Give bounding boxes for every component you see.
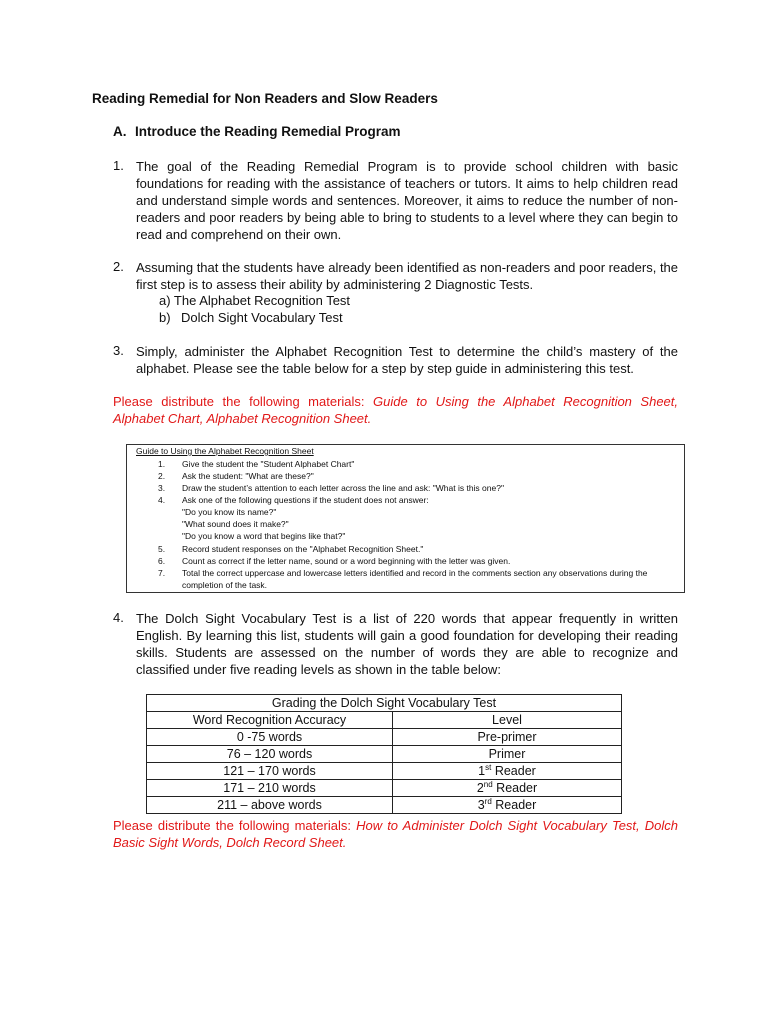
item-3-text: Simply, administer the Alphabet Recognition Test to determine the child’s mastery of the alphabet. Please see the table below for a step by step guide in administering this test. (136, 344, 678, 376)
level-suffix: Reader (491, 764, 536, 778)
section-heading (113, 124, 401, 139)
guide-step-text: Ask one of the following questions if the student does not answer: (182, 495, 429, 505)
guide-step-number: 3. (158, 483, 166, 493)
table-header-row (147, 712, 622, 729)
guide-step-text: Total the correct uppercase and lowercase letters identified and record in the comments section any observations during the completion of the task. (182, 568, 648, 590)
item-3-number: 3. (113, 343, 124, 358)
guide-step-text: Record student responses on the "Alphabet Recognition Sheet." (182, 544, 424, 554)
materials-note-2-list: How to Administer Dolch Sight Vocabulary Test, Dolch Basic Sight Words, Dolch Record Sheet. (113, 818, 679, 850)
level-cell (393, 780, 622, 797)
item-2-sub-a: a) The Alphabet Recognition Test (159, 293, 351, 308)
guide-step-text: Give the student the "Student Alphabet Chart" (182, 459, 355, 469)
accuracy-cell: 76 – 120 words (147, 746, 393, 763)
guide-question: "Do you know a word that begins like that?" (182, 531, 346, 541)
level-number: 2 (476, 781, 484, 795)
table-row (147, 797, 622, 814)
guide-step-number: 5. (158, 544, 166, 554)
guide-step-number: 2. (158, 471, 166, 481)
table-caption-row (147, 695, 622, 712)
level-suffix: Reader (491, 798, 537, 812)
guide-step-number: 7. (158, 568, 166, 578)
guide-question: "Do you know its name?" (182, 507, 277, 517)
level-cell (393, 797, 622, 814)
column-header-level: Level (393, 712, 622, 729)
guide-step-text: Ask the student: "What are these?" (182, 471, 314, 481)
materials-note-1-list: Guide to Using the Alphabet Recognition Sheet, Alphabet Chart, Alphabet Recognition Sheet. (113, 394, 679, 426)
guide-question: "What sound does it make?" (182, 519, 289, 529)
document-title: Reading Remedial for Non Readers and Slow Readers (92, 91, 438, 106)
section-label: A. (113, 124, 127, 139)
level-cell: Pre-primer (393, 729, 622, 746)
level-number: 1 (478, 764, 486, 778)
table-row (147, 729, 622, 746)
materials-note-2 (113, 817, 678, 851)
level-number: 3 (477, 798, 485, 812)
item-2-sub-b: Dolch Sight Vocabulary Test (181, 310, 343, 325)
materials-note-1 (113, 393, 678, 427)
materials-note-2-prefix: Please distribute the following materials: (113, 818, 357, 833)
guide-step-number: 6. (158, 556, 166, 566)
level-cell: Primer (393, 746, 622, 763)
level-ordinal: nd (483, 779, 493, 789)
table-row (147, 763, 622, 780)
item-4-text: The Dolch Sight Vocabulary Test is a list of 220 words that appear frequently in written English. By learning this list, students will gain a good foundation for developing their reading skills. Students are assessed on the number of words they are able to recognize and classified under five reading levels as shown in the table below: (136, 611, 678, 677)
alphabet-guide-box (126, 444, 685, 593)
item-2-text: Assuming that the students have already been identified as non-readers and poor readers, the first step is to assess their ability by administering 2 Diagnostic Tests. (136, 260, 679, 292)
item-2-sub-b-label: b) (159, 310, 171, 325)
materials-note-1-prefix: Please distribute the following materials: (113, 394, 374, 409)
accuracy-cell: 121 – 170 words (147, 763, 393, 780)
section-text: Introduce the Reading Remedial Program (135, 124, 401, 139)
level-ordinal: st (485, 762, 492, 772)
guide-step-number: 4. (158, 495, 166, 505)
table-row (147, 746, 622, 763)
accuracy-cell: 171 – 210 words (147, 780, 393, 797)
dolch-grading-table (146, 694, 622, 814)
accuracy-cell: 211 – above words (147, 797, 393, 814)
guide-title: Guide to Using the Alphabet Recognition Sheet (136, 446, 314, 456)
table-row (147, 780, 622, 797)
level-ordinal: rd (484, 796, 492, 806)
table-caption: Grading the Dolch Sight Vocabulary Test (147, 695, 622, 712)
item-1-number: 1. (113, 158, 124, 173)
accuracy-cell: 0 -75 words (147, 729, 393, 746)
guide-step-text: Draw the student’s attention to each letter across the line and ask: "What is this one?" (182, 483, 504, 493)
guide-step-text: Count as correct if the letter name, sound or a word beginning with the letter was given. (182, 556, 511, 566)
level-suffix: Reader (492, 781, 538, 795)
item-4-number: 4. (113, 610, 124, 625)
level-cell (393, 763, 622, 780)
guide-step-number: 1. (158, 459, 166, 469)
item-1-text: The goal of the Reading Remedial Program is to provide school children with basic foundations for reading with the assistance of teachers or tutors. It aims to help children read and understand simple words and sentences. Moreover, it aims to reduce the number of non-readers and poor readers by being able to bring to students to a level where they can begin to read and comprehend on their own. (136, 159, 678, 242)
column-header-accuracy: Word Recognition Accuracy (147, 712, 393, 729)
item-2-number: 2. (113, 259, 124, 274)
